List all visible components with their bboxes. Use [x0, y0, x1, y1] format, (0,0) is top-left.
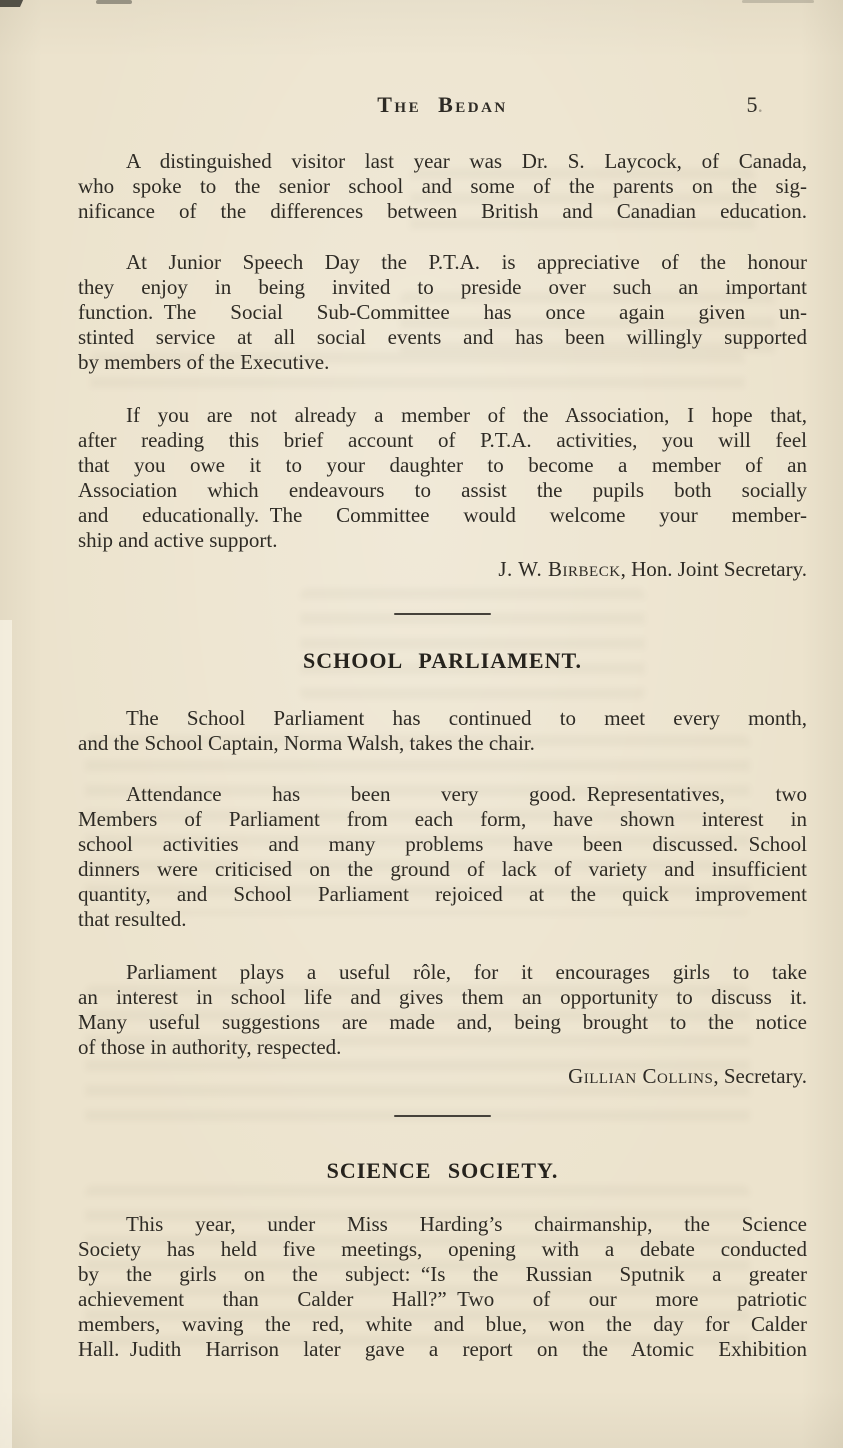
content-blocks	[78, 149, 807, 1362]
text-line: nificance of the differences between British and Canadian education.	[78, 199, 807, 223]
text-line: and educationally. The Committee would welcome your member-	[78, 503, 807, 527]
page-number: 5 .	[747, 93, 764, 117]
paragraph	[78, 403, 807, 553]
text-line: after reading this brief account of P.T.A. activities, you will feel	[78, 428, 807, 452]
text-line: quantity, and School Parliament rejoiced at the quick improvement	[78, 882, 807, 906]
text-line: Attendance has been very good. Representatives, two	[126, 782, 807, 806]
text-line: If you are not already a member of the Association, I hope that,	[126, 403, 807, 427]
paragraph	[78, 250, 807, 375]
section-heading: SCHOOL PARLIAMENT.	[303, 648, 582, 673]
text-line: that resulted.	[78, 907, 187, 931]
text-line: function. The Social Sub-Committee has once again given un-	[78, 300, 807, 324]
text-line: and the School Captain, Norma Walsh, takes the chair.	[78, 731, 535, 755]
page-title: The Bedan	[377, 92, 508, 117]
paragraph	[78, 960, 807, 1060]
text-line: by the girls on the subject: “Is the Russian Sputnik a greater	[78, 1262, 807, 1286]
text-line: stinted service at all social events and has been willingly supported	[78, 325, 807, 349]
signature-role: , Hon. Joint Secretary.	[620, 557, 807, 581]
text-line: Many useful suggestions are made and, being brought to the notice	[78, 1010, 807, 1034]
text-line: an interest in school life and gives them an opportunity to discuss it.	[78, 985, 807, 1009]
page-header	[78, 93, 807, 119]
signature-line	[78, 557, 807, 582]
signature-name: Gillian Collins	[568, 1064, 714, 1088]
text-line: they enjoy in being invited to preside over such an important	[78, 275, 807, 299]
text-line: school activities and many problems have been discussed. School	[78, 832, 807, 856]
text-line: At Junior Speech Day the P.T.A. is appreciative of the honour	[126, 250, 807, 274]
text-line: Society has held five meetings, opening with a debate conducted	[78, 1237, 807, 1261]
text-line: members, waving the red, white and blue, won the day for Calder	[78, 1312, 807, 1336]
paragraph	[78, 706, 807, 756]
text-line: achievement than Calder Hall?” Two of our more patriotic	[78, 1287, 807, 1311]
text-line: Parliament plays a useful rôle, for it encourages girls to take	[126, 960, 807, 984]
text-line: Members of Parliament from each form, have shown interest in	[78, 807, 807, 831]
paragraph	[78, 782, 807, 932]
text-line: by members of the Executive.	[78, 350, 330, 374]
text-line: Hall. Judith Harrison later gave a report on the Atomic Exhibition	[78, 1337, 807, 1361]
paragraph	[78, 1212, 807, 1362]
section-divider-rule	[394, 1115, 491, 1117]
text-line: of those in authority, respected.	[78, 1035, 342, 1059]
paragraph	[78, 149, 807, 224]
text-line: ship and active support.	[78, 528, 278, 552]
text-line: The School Parliament has continued to meet every month,	[126, 706, 807, 730]
signature-role: , Secretary.	[713, 1064, 807, 1088]
text-line: who spoke to the senior school and some of the parents on the sig-	[78, 174, 807, 198]
text-line: This year, under Miss Harding’s chairmanship, the Science	[126, 1212, 807, 1236]
signature-line	[78, 1064, 807, 1089]
section-heading: SCIENCE SOCIETY.	[326, 1158, 559, 1183]
text-line: dinners were criticised on the ground of lack of variety and insufficient	[78, 857, 807, 881]
signature-name: J. W. Birbeck	[498, 557, 621, 581]
section-divider-rule	[394, 613, 491, 615]
text-line: Association which endeavours to assist the pupils both socially	[78, 478, 807, 502]
text-line: A distinguished visitor last year was Dr. S. Laycock, of Canada,	[126, 149, 807, 173]
text-line: that you owe it to your daughter to become a member of an	[78, 453, 807, 477]
